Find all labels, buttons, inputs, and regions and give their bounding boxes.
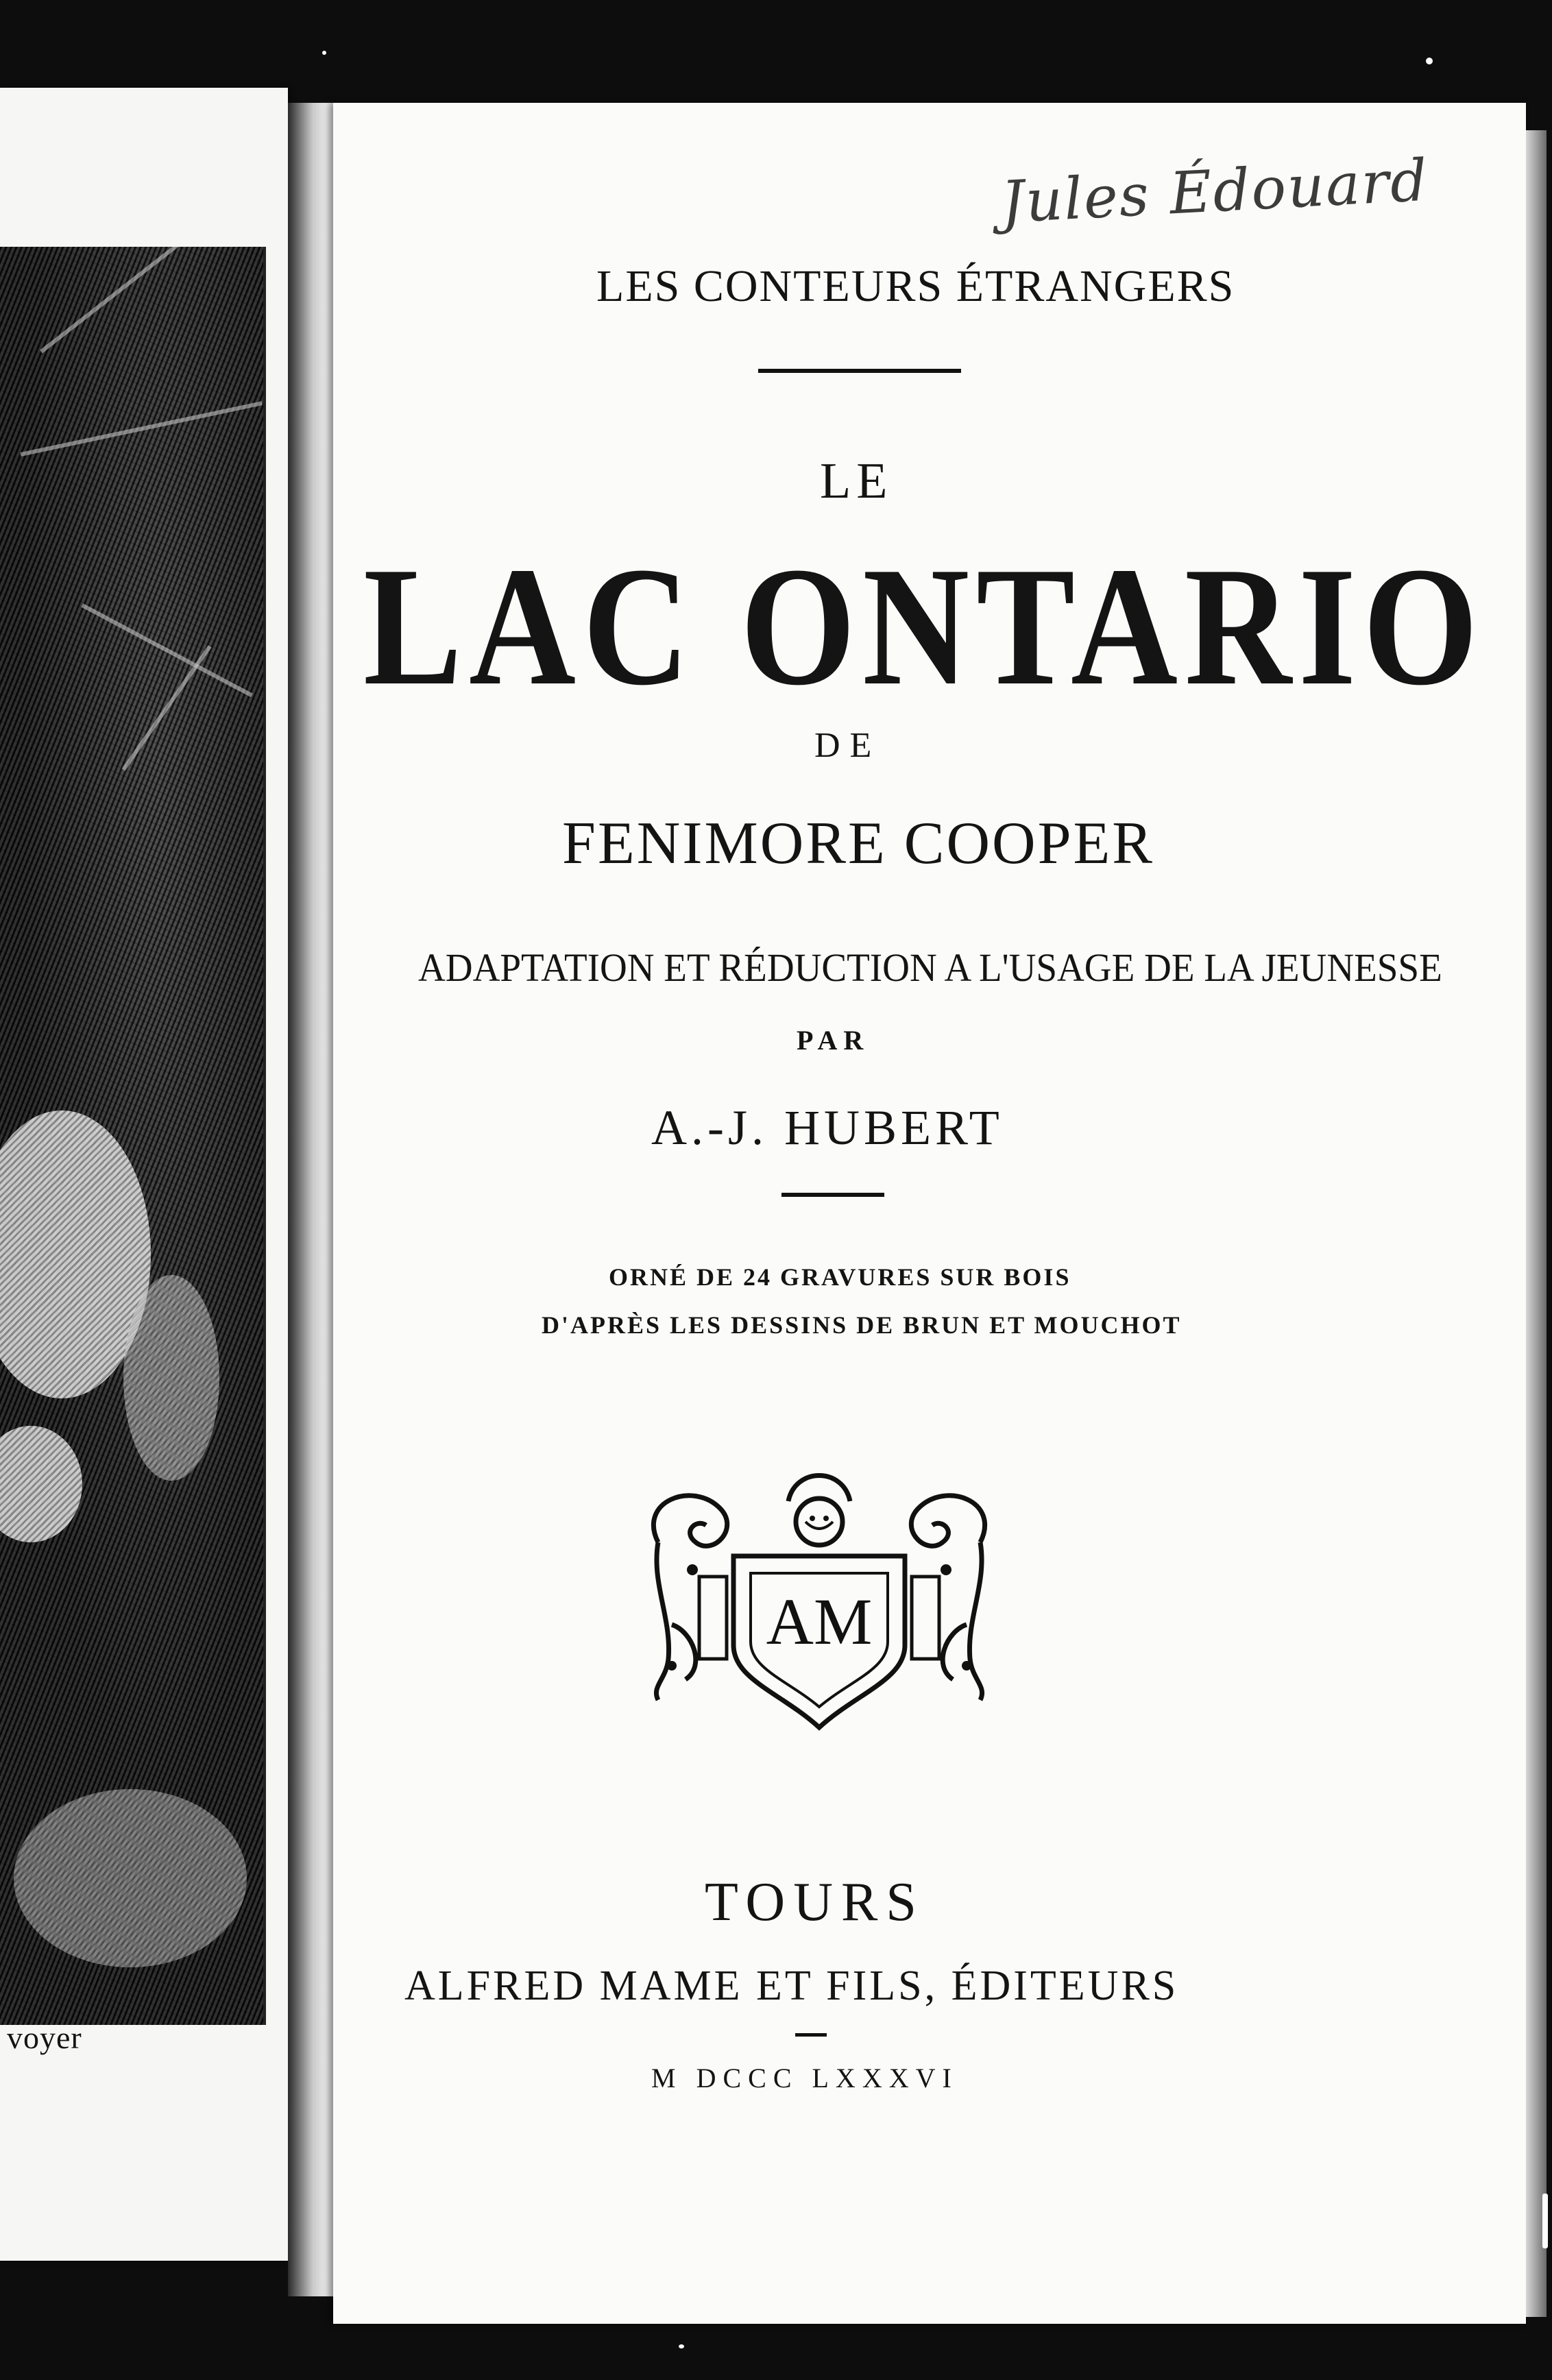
frontispiece-engraving	[0, 247, 266, 2025]
handwritten-signature: Jules Édouard	[999, 146, 1431, 236]
scan-speck	[322, 51, 326, 55]
illustrations-line-1: ORNÉ DE 24 GRAVURES SUR BOIS	[609, 1263, 1071, 1291]
publication-year: M DCCC LXXXVI	[651, 2063, 958, 2093]
rule-divider-middle	[781, 1193, 884, 1197]
adaptation-line: ADAPTATION ET RÉDUCTION A L'USAGE DE LA JEUNESSE	[418, 945, 1442, 990]
series-title: LES CONTEURS ÉTRANGERS	[596, 261, 1235, 311]
illustrations-line-2: D'APRÈS LES DESSINS DE BRUN ET MOUCHOT	[542, 1311, 1182, 1339]
publication-city: TOURS	[705, 1872, 925, 1932]
scan-speck	[679, 2344, 684, 2348]
book-title: LAC ONTARIO	[363, 532, 1486, 721]
rule-divider-top	[758, 369, 961, 373]
adapter-name: A.-J. HUBERT	[651, 1100, 1004, 1155]
title-article: LE	[820, 453, 893, 509]
scan-speck	[1426, 58, 1433, 64]
by-label: PAR	[797, 1025, 870, 1056]
emblem-monogram: AM	[766, 1585, 873, 1658]
publisher-name: ALFRED MAME ET FILS, ÉDITEURS	[404, 1963, 1179, 2009]
author-name: FENIMORE COOPER	[562, 810, 1154, 877]
engraving-caption: voyer	[7, 2020, 82, 2055]
page-edge	[1526, 130, 1547, 2317]
rule-divider-bottom	[795, 2033, 827, 2037]
left-page	[0, 88, 288, 2261]
scan-speck	[1542, 2194, 1548, 2248]
publisher-emblem-icon	[631, 1460, 1008, 1734]
title-preposition: DE	[814, 726, 882, 765]
